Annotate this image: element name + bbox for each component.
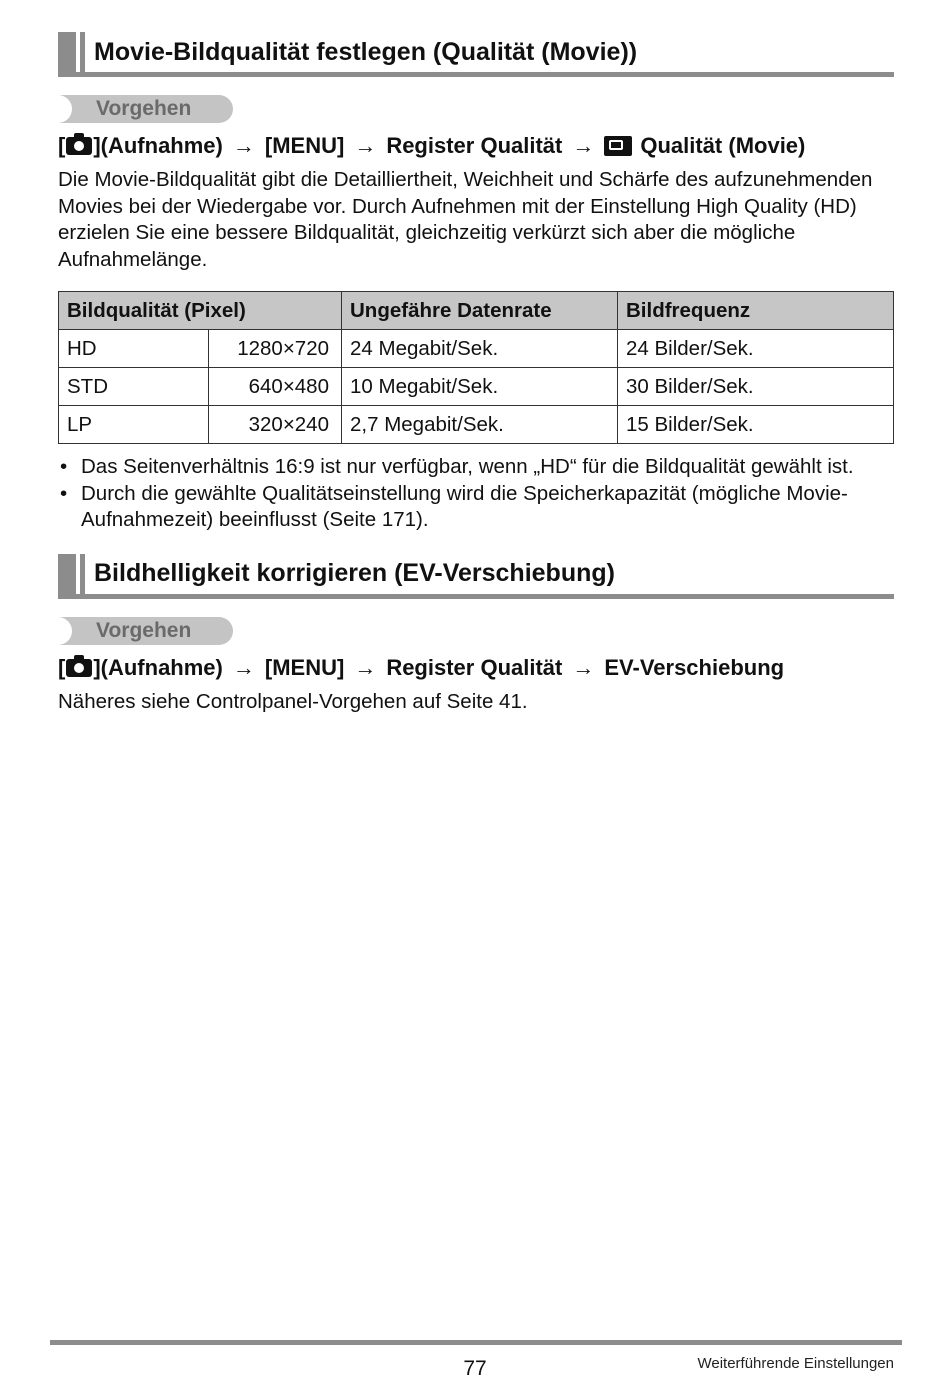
arrow-right-icon: → — [354, 654, 377, 680]
menu-label: [MENU] — [264, 654, 345, 680]
header-quality: Bildqualität (Pixel) — [59, 292, 342, 330]
footer-divider — [50, 1340, 902, 1345]
notes-list — [58, 454, 894, 534]
footer-chapter-label: Weiterführende Einstellungen — [697, 1355, 894, 1372]
section-title: Bildhelligkeit korrigieren (EV-Verschiebung) — [94, 559, 615, 587]
arrow-right-icon: → — [354, 133, 377, 158]
cell-pixels: 320×240 — [209, 406, 342, 444]
heading-marker-thin — [80, 32, 85, 72]
procedure-badge-label: Vorgehen — [96, 97, 192, 120]
description: Die Movie-Bildqualität gibt die Detailliertheit, Weichheit und Schärfe des aufzunehmenden Movies bei der Wiedergabe vor. Durch Aufnehmen mit der Einstellung High Quality (HD) erzielen Sie eine bessere Bildqualität, gleichzeitig verkürzt sich aber die mögliche Aufnahmelänge. — [58, 168, 873, 271]
cell-rate: 10 Megabit/Sek. — [342, 368, 618, 406]
cell-fps: 24 Bilder/Sek. — [618, 330, 894, 368]
table-row — [59, 406, 894, 444]
camera-icon — [66, 659, 92, 677]
list-item: • Durch die gewählte Qualitätseinstellung wird die Speicherkapazität (mögliche Movie-Aufnahmezeit) beeinflusst (Seite 171). — [58, 481, 894, 534]
item-label: EV-Verschiebung — [604, 654, 785, 680]
bracket-open: [ — [58, 654, 66, 680]
menu-label: [MENU] — [264, 133, 345, 158]
mode-label: (Aufnahme) — [100, 654, 223, 680]
procedure-badge-label: Vorgehen — [96, 618, 192, 642]
description: Näheres siehe Controlpanel-Vorgehen auf Seite 41. — [58, 689, 528, 713]
arrow-right-icon: → — [572, 133, 595, 158]
badge-notch — [58, 617, 72, 645]
cell-fps: 15 Bilder/Sek. — [618, 406, 894, 444]
bracket-close: ] — [93, 654, 101, 680]
quality-table — [58, 291, 894, 444]
page — [58, 32, 894, 715]
cell-rate: 2,7 Megabit/Sek. — [342, 406, 618, 444]
heading-marker — [58, 554, 76, 594]
procedure-badge — [58, 95, 233, 123]
badge-notch — [58, 95, 72, 123]
arrow-right-icon: → — [232, 654, 255, 680]
cell-quality: HD — [59, 330, 209, 368]
list-item: • Das Seitenverhältnis 16:9 ist nur verfügbar, wenn „HD“ für die Bildqualität gewählt ist. — [58, 454, 894, 481]
bracket-open: [ — [58, 133, 66, 158]
cell-quality: LP — [59, 406, 209, 444]
section-title: Movie-Bildqualität festlegen (Qualität (Movie)) — [94, 37, 638, 66]
header-fps: Bildfrequenz — [618, 292, 894, 330]
heading-marker-thin — [80, 554, 85, 594]
cell-rate: 24 Megabit/Sek. — [342, 330, 618, 368]
item-label: Qualität (Movie) — [640, 133, 806, 158]
mode-key — [58, 655, 101, 681]
menu-path — [58, 655, 894, 681]
table-row — [59, 368, 894, 406]
tab-label: Register Qualität — [386, 654, 563, 680]
movie-quality-icon — [604, 136, 632, 156]
mode-key — [58, 133, 101, 159]
cell-pixels: 1280×720 — [209, 330, 342, 368]
camera-icon — [66, 137, 92, 155]
section-heading — [58, 32, 894, 77]
procedure-badge — [58, 617, 233, 645]
cell-pixels: 640×480 — [209, 368, 342, 406]
bracket-close: ] — [93, 133, 101, 158]
arrow-right-icon: → — [572, 654, 595, 680]
arrow-right-icon: → — [232, 133, 255, 158]
cell-quality: STD — [59, 368, 209, 406]
header-rate: Ungefähre Datenrate — [342, 292, 618, 330]
table-row — [59, 330, 894, 368]
cell-fps: 30 Bilder/Sek. — [618, 368, 894, 406]
mode-label: (Aufnahme) — [100, 133, 223, 158]
page-number: 77 — [463, 1357, 487, 1380]
menu-path — [58, 133, 894, 159]
heading-marker — [58, 32, 76, 72]
section-heading — [58, 554, 894, 599]
table-header-row — [59, 292, 894, 330]
tab-label: Register Qualität — [386, 133, 563, 158]
